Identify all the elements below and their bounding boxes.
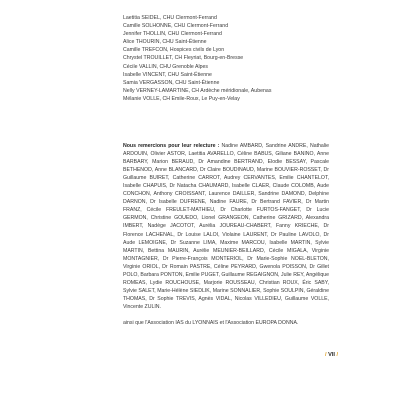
- contributors-list: [123, 14, 363, 103]
- contributor-item: Laetitia SEIDEL, CHU Clermont-Ferrand: [123, 15, 217, 21]
- page-number-value: VII: [328, 352, 335, 358]
- page-number-slash: /: [325, 352, 327, 358]
- acknowledgements-heading: Nous remercions pour leur relecture :: [123, 143, 220, 149]
- contributor-item: Mélanie VOLLE, CH Emile-Roux, Le Puy-en-Velay: [123, 95, 240, 102]
- page-number: [325, 351, 338, 359]
- contributor-item: Camille SOLHONNE, CHU Clermont-Ferrand: [123, 23, 229, 30]
- contributor-item: Camille TREFCON, Hospices civils de Lyon: [123, 47, 225, 54]
- contributor-item: Isabelle VINCENT, CHU Saint-Étienne: [123, 71, 212, 78]
- contributor-item: Alice THOURIN, CHU Saint-Étienne: [123, 39, 207, 46]
- closing-line: ainsi que l'Association IAS du LYONNAIS et l'Association EUROPA DONNA.: [123, 320, 299, 326]
- contributor-item: Chrystel TROUILLET, CH Fleyriat, Bourg-en-Bresse: [123, 55, 244, 62]
- contributor-item: Jennifer THOLLIN, CHU Clermont-Ferrand: [123, 31, 222, 38]
- contributor-item: Samia VERGASSON, CHU Saint-Étienne: [123, 79, 220, 86]
- page-number-trailing-slash: /: [336, 352, 339, 358]
- contributor-item: Nelly VERNEY-LAMARTINE, CH Ardèche méridionale, Aubenas: [123, 87, 272, 94]
- acknowledgements-names: Nadine AMBARD, Sandrine ANDRE, Nathalie ARDOUIN, Olivier ASTOR, Laetitia AVARELLO, Céline BABUS, Giliane BANINO, Anne BARBARY, Marion BERAUD, Dr Amandine BERTRAND, Elodie BESSAY, Pascale BETHENOD, Anne BLANCARD, Dr Claire BOUDINAUD, Marine BOUVIER-ROSSET, Dr Guillaume BUIRET, Catherine CARROT, Audrey CERVANTES, Emilie CHANTELOT, Isabelle CHAPUIS, Dr Natacha CHAUMARD, Isabelle CLAER, Claude COLOMB, Aude CONCHON, Anthony CROISSANT, Laurence DAILLER, Sandrine DAMOND, Delphine DARNON, Dr Isabelle DUFRENE, Nadine FAURE, Dr Bertrand FAVIER, Dr Martin FRANZ, Cécile FREULET-MATHIEU, Dr Charlotte FURTOS-FANGET, Dr Lucie GERMON, Christine GOUEDO, Lionel GRANGEON, Catherine GRIZARD, Alexandra IMBERT, Nadège JACOTOT, Aurélia JOUREAU-CHABERT, Fanny KRIECHE, Dr Florence LACHENAL, Dr Louise LALOI, Violaine LAURENT, Dr Pauline LAVOLO, Dr Aude LEMOIGNE, Dr Suzanne LIMA, Maxime MARCOU, Isabelle MARTIN, Sylvie MARTIN, Bettina MAURIN, Aurélie MEUNIER-BEILLARD, Cécile MIGALA, Virginie MONTAGNIER, Dr Pierre-François MONTERIOL, Dr Marie-Sophie NOEL-BLETON, Virginie ORIOL, Dr Romain PASTRE, Céline PEYRARD, Gwenola POISSON, Dr Gillet POLO, Barbara PONTON, Emilie PUGET, Guillaume REGAIGNON, Julie REY, Angélique ROMEAS, Lydie ROUCHOUSE, Marjorie ROUSSEAU, Christian ROUX, Éric SABY, Sylvie SALET, Marie-Hélène SIEDLIK, Marine SONNALIER, Sophie SOULPIN, Géraldine THOMAS, Dr Sophie TREVIS, Agnès VIDAL, Nicolas VILLEDIEU, Guillaume VOLLE, Vincente ZULIN.: [123, 143, 329, 310]
- acknowledgements-paragraph: [123, 142, 329, 311]
- contributor-item: Cécile VALLIN, CHU Grenoble Alpes: [123, 63, 209, 70]
